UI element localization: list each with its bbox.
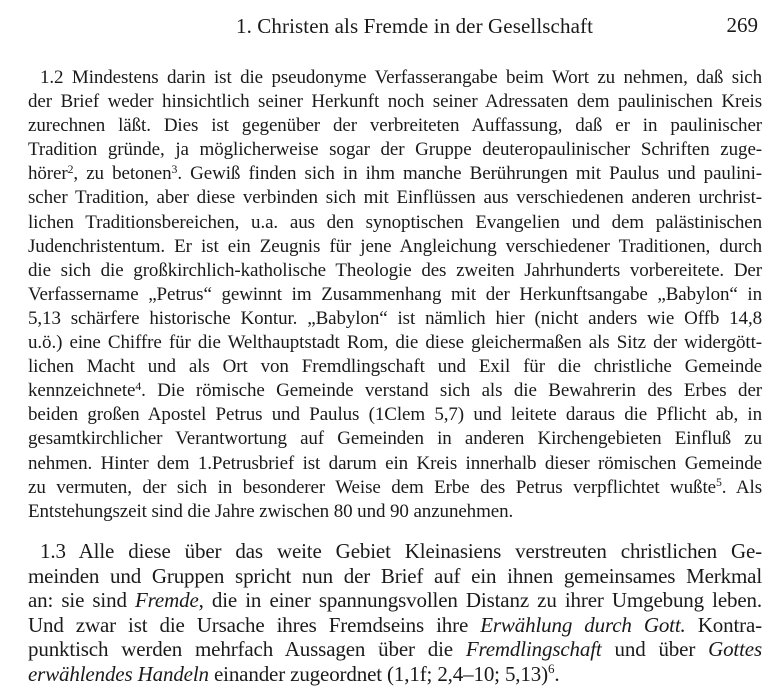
emphasis-erwaehlendes-handeln: erwählendes Handeln	[28, 661, 209, 686]
text-line: die sich die großkirchlich-katholische Theologie des zweiten Jahrhunderts vorbereitete. Der	[28, 259, 762, 281]
footnote-ref-3[interactable]: 3	[171, 162, 178, 176]
text-line	[28, 379, 762, 403]
text-line: u.ö.) eine Chiffre für die Welthauptstadt Rom, die diese gleichermaßen als Sitz der widergött-	[28, 332, 762, 354]
text-line	[28, 637, 762, 662]
text-line	[28, 476, 762, 500]
text-line: beiden großen Apostel Petrus und Paulus (1Clem 5,7) und leitete daraus die Pflicht ab, in	[28, 404, 762, 426]
text-line: scher Tradition, aber diese verbinden sich mit Einflüssen aus verschiedenen anderen urchrist-	[28, 187, 762, 209]
emphasis-erwaehlung: Erwählung durch Gott.	[480, 612, 686, 637]
footnote-ref-5[interactable]: 5	[715, 476, 722, 490]
text-line: gesamtkirchlicher Verantwortung auf Gemeinden in anderen Kirchengebieten Einfluß zu	[28, 428, 762, 450]
text-line: 1.2 Mindestens darin ist die pseudonyme Verfasserangabe beim Wort zu nehmen, daß sich	[40, 67, 762, 88]
text-segment: Kontra-	[685, 612, 762, 637]
paragraph-1-2	[28, 66, 762, 524]
text-segment: . Als	[721, 476, 762, 498]
text-segment: Und zwar ist die Ursache ihres Fremdseins ihre	[28, 612, 481, 637]
text-segment: und über	[601, 637, 709, 661]
emphasis-gottes: Gottes	[708, 637, 762, 661]
footnote-ref-2[interactable]: 2	[67, 162, 74, 176]
footnote-ref-6[interactable]: 6	[547, 661, 555, 677]
emphasis-fremde: Fremde	[134, 588, 199, 612]
footnote-ref-4[interactable]: 4	[135, 379, 142, 393]
emphasis-fremdlingschaft: Fremdlingschaft	[465, 637, 602, 661]
text-line: Verfassername „Petrus“ gewinnt im Zusammenhang mit der Herkunftsangabe „Babylon“ in	[28, 283, 762, 305]
text-segment: kennzeichnete	[28, 380, 136, 402]
text-segment: punktisch werden mehrfach Aussagen über die	[28, 637, 466, 661]
text-line	[28, 662, 762, 687]
text-segment: , die in einer spannungsvollen Distanz zu ihrer Umgebung leben.	[198, 588, 762, 612]
text-line: Judenchristentum. Er ist ein Zeugnis für jene Angleichung verschiedener Traditionen, durch	[28, 235, 762, 257]
text-line: der Brief weder hinsichtlich seiner Herkunft noch seiner Adressaten dem paulinischen Kreis	[28, 91, 762, 113]
page-number: 269	[726, 13, 758, 37]
text-segment: zu vermuten, der sich in besonderer Weise dem Erbe des Petrus verpflichtet wußte	[28, 476, 716, 498]
text-line	[28, 588, 762, 613]
text-segment: an: sie sind	[28, 588, 135, 612]
text-segment: .	[554, 661, 560, 686]
text-line	[28, 162, 762, 186]
text-line: Entstehungszeit sind die Jahre zwischen 80 und 90 anzunehmen.	[28, 500, 514, 522]
text-segment: hörer	[28, 163, 68, 185]
text-line: lichen Macht und als Ort von Fremdlingschaft und Exil für die christliche Gemeinde	[28, 356, 762, 378]
text-line: nehmen. Hinter dem 1.Petrusbrief ist darum ein Kreis innerhalb dieser römischen Gemeinde	[28, 452, 762, 474]
text-segment: , zu betonen	[73, 163, 172, 185]
text-segment: einander zugeordnet (1,1f; 2,4–10; 5,13)	[208, 661, 548, 686]
page-header	[0, 12, 784, 48]
text-segment: . Die römische Gemeinde verstand sich als die Bewahrerin des Erbes der	[141, 380, 762, 402]
running-title: 1. Christen als Fremde in der Gesellschaft	[236, 14, 594, 38]
text-line	[28, 613, 762, 638]
paragraph-1-3	[28, 539, 762, 686]
text-line: meinden und Gruppen spricht nun der Brief auf ein ihnen gemeinsames Merkmal	[28, 563, 762, 588]
text-line: 5,13 schärfere historische Kontur. „Babylon“ ist nämlich hier (nicht anders wie Offb 14,8	[28, 307, 762, 329]
text-line: 1.3 Alle diese über das weite Gebiet Kleinasiens verstreuten christlichen Ge-	[40, 539, 762, 563]
text-line: zurechnen läßt. Dies ist gegenüber der verbreiteten Auffassung, daß er in paulinischer	[28, 115, 762, 137]
text-segment: . Gewiß finden sich in ihm manche Berührungen mit Paulus und paulini-	[177, 163, 762, 185]
text-line: Tradition gründe, ja möglicherweise sogar der Gruppe deuteropaulinischer Schriften zuge-	[28, 139, 762, 161]
text-line: lichen Traditionsbereichen, u.a. aus den synoptischen Evangelien und dem palästinischen	[28, 211, 762, 233]
